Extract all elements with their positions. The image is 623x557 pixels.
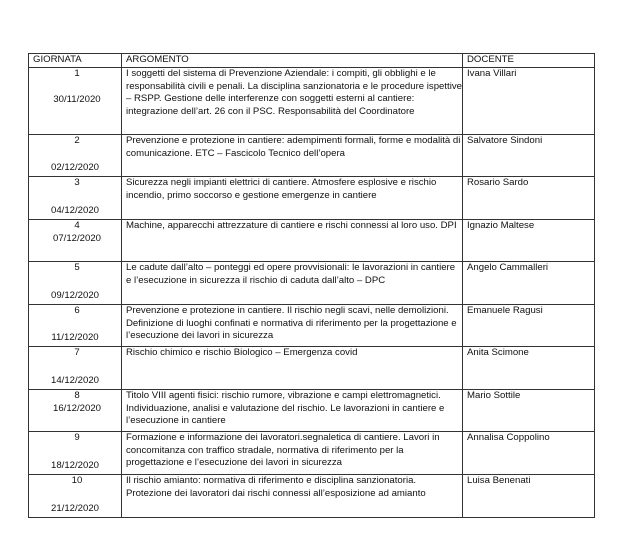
teacher-cell: Anita Scimone: [463, 346, 595, 389]
topic-cell: Il rischio amianto: normativa di riferimento e disciplina sanzionatoria. Protezione dei lavoratori dai rischi connessi all’esposizione ad amianto: [122, 474, 463, 517]
topic-cell: Sicurezza negli impianti elettrici di cantiere. Atmosfere esplosive e rischio incendio, primo soccorso e gestione emergenze in cantiere: [122, 176, 463, 219]
day-cell: [29, 474, 122, 517]
header-day: GIORNATA: [29, 54, 122, 68]
schedule-table: [28, 53, 595, 518]
day-number: 6: [74, 304, 80, 316]
day-cell: [29, 389, 122, 431]
table-row: [29, 474, 595, 517]
day-date: 21/12/2020: [50, 503, 99, 514]
teacher-cell: Luisa Benenati: [463, 474, 595, 517]
topic-cell: Formazione e informazione dei lavoratori.segnaletica di cantiere. Lavori in concomitanza con traffico stradale, normativa di riferimento per la progettazione e l’esecuzione dei lavori in sicurezza: [122, 431, 463, 474]
table-row: [29, 261, 595, 304]
day-date: 09/12/2020: [50, 290, 99, 301]
table-row: [29, 304, 595, 346]
teacher-cell: Annalisa Coppolino: [463, 431, 595, 474]
table-row: [29, 134, 595, 176]
table-row: [29, 431, 595, 474]
table-row: [29, 219, 595, 261]
day-cell: [29, 346, 122, 389]
teacher-cell: Ivana Villari: [463, 67, 595, 134]
day-number: 3: [74, 176, 80, 188]
topic-cell: Le cadute dall’alto – ponteggi ed opere provvisionali: le lavorazioni in cantiere e l’esecuzione in sicurezza il rischio di caduta dall’alto – DPC: [122, 261, 463, 304]
day-date: 18/12/2020: [50, 460, 99, 471]
day-cell: [29, 304, 122, 346]
day-cell: [29, 431, 122, 474]
teacher-cell: Angelo Cammalleri: [463, 261, 595, 304]
day-number: 2: [74, 134, 80, 146]
day-date: 30/11/2020: [53, 93, 101, 105]
topic-cell: Rischio chimico e rischio Biologico – Emergenza covid: [122, 346, 463, 389]
teacher-cell: Rosario Sardo: [463, 176, 595, 219]
day-number: 1: [74, 67, 80, 79]
day-date: 04/12/2020: [50, 205, 99, 216]
day-date: 16/12/2020: [52, 402, 101, 414]
day-date: 07/12/2020: [52, 232, 101, 244]
day-date: 14/12/2020: [50, 375, 99, 386]
topic-cell: Titolo VIII agenti fisici: rischio rumore, vibrazione e campi elettromagnetici. Individuazione, analisi e valutazione del rischio. Le lavorazioni in cantiere e l’esecuzione in cantiere: [122, 389, 463, 431]
day-number: 7: [74, 346, 80, 358]
teacher-cell: Salvatore Sindoni: [463, 134, 595, 176]
day-cell: [29, 219, 122, 261]
teacher-cell: Mario Sottile: [463, 389, 595, 431]
topic-cell: Prevenzione e protezione in cantiere. Il rischio negli scavi, nelle demolizioni. Definizione di luoghi confinati e normativa di riferimento per la progettazione e l’esecuzione dei lavori in sicurezza: [122, 304, 463, 346]
table-row: [29, 176, 595, 219]
day-cell: [29, 261, 122, 304]
day-cell: [29, 176, 122, 219]
day-number: 9: [74, 431, 80, 443]
table-row: [29, 389, 595, 431]
day-number: 4: [74, 219, 80, 231]
day-number: 10: [71, 474, 83, 486]
header-teacher: DOCENTE: [463, 54, 595, 68]
day-cell: [29, 134, 122, 176]
day-date: 02/12/2020: [50, 162, 99, 173]
header-topic: ARGOMENTO: [122, 54, 463, 68]
topic-cell: I soggetti del sistema di Prevenzione Aziendale: i compiti, gli obblighi e le responsabilità civili e penali. La disciplina sanzionatoria e le procedure ispettive – RSPP. Gestione delle interferenze con soggetti esterni al cantiere: integrazione dell’art. 26 con il PSC. Responsabilità del Coordinatore: [122, 67, 463, 134]
day-cell: [29, 67, 122, 134]
day-date: 11/12/2020: [51, 332, 99, 343]
day-number: 8: [74, 389, 80, 401]
header-row: [29, 54, 595, 68]
table-row: [29, 67, 595, 134]
teacher-cell: Emanuele Ragusi: [463, 304, 595, 346]
topic-cell: Prevenzione e protezione in cantiere: adempimenti formali, forme e modalità di comunicazione. ETC – Fascicolo Tecnico dell’opera: [122, 134, 463, 176]
day-number: 5: [74, 261, 80, 273]
topic-cell: Machine, apparecchi attrezzature di cantiere e rischi connessi al loro uso. DPI: [122, 219, 463, 261]
table-row: [29, 346, 595, 389]
teacher-cell: Ignazio Maltese: [463, 219, 595, 261]
